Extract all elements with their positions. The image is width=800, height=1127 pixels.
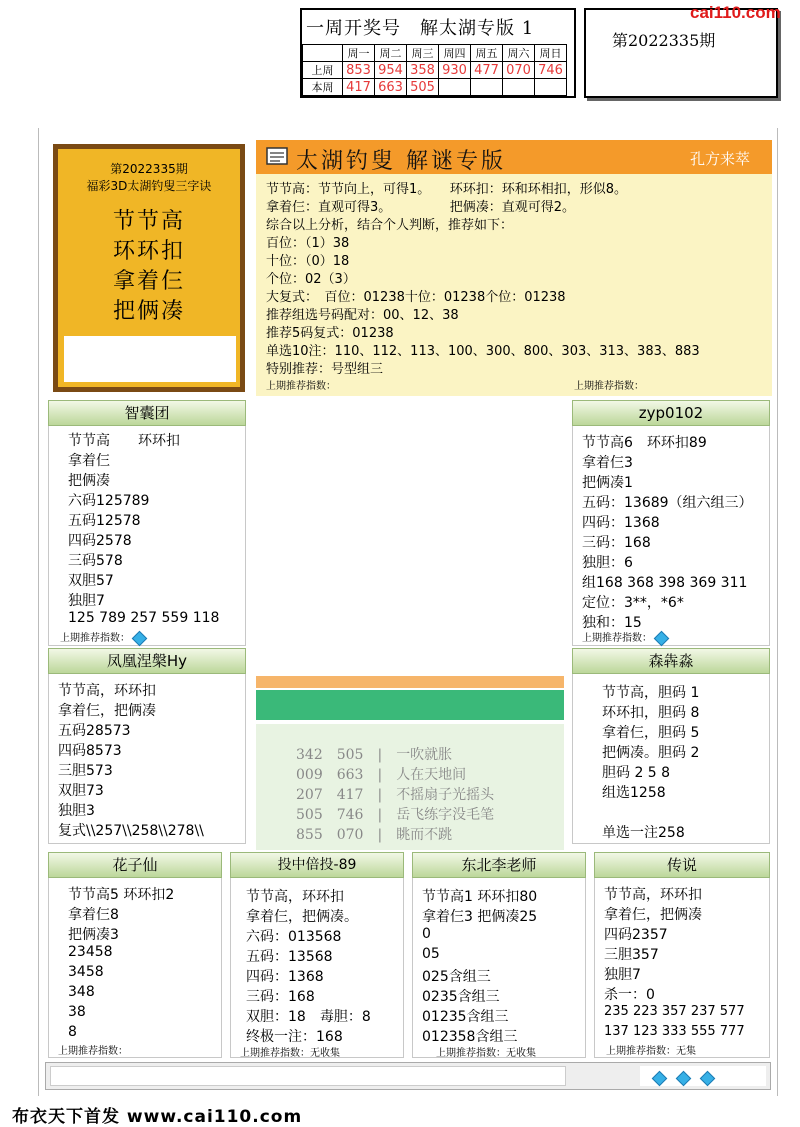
diamond-icon — [700, 1071, 716, 1087]
riddle-row-b: 070 — [336, 827, 364, 843]
panel-footer-label: 上期推荐指数： — [60, 633, 130, 644]
pick-line: 拿着仨3 — [582, 455, 633, 471]
diamond-icon — [132, 630, 148, 646]
touzhong-title: 投中倍投-89 — [230, 852, 404, 878]
panel-footer-label: 上期推荐指数： — [582, 633, 652, 644]
pick-line: 三码：168 — [246, 989, 315, 1005]
riddle-row-a: 009 — [296, 767, 323, 783]
diamond-icon — [676, 1071, 692, 1087]
day-header: 周一 — [343, 45, 375, 62]
riddle-row-a: 207 — [296, 787, 323, 803]
draw-number: 853 — [343, 62, 375, 79]
sen-title: 森犇淼 — [572, 648, 770, 674]
riddle-row-text: 一吹就胀 — [396, 747, 453, 763]
pick-line: 拿着仨，把俩凑 — [58, 703, 156, 719]
pick-line: 四码：1368 — [246, 969, 324, 985]
yellow-panel-blank — [64, 336, 236, 382]
pick-line: 3458 — [68, 964, 104, 980]
pick-line: 环环扣，胆码 8 — [602, 705, 700, 721]
riddle-row-text: 眺而不跳 — [396, 827, 453, 843]
analysis-line: 拿着仨：直观可得3。 把俩凑：直观可得2。 — [266, 200, 576, 215]
riddle-row-b: 746 — [336, 807, 364, 823]
issue-number: 第2022335期 — [612, 31, 716, 50]
day-header: 周六 — [503, 45, 535, 62]
pick-line: 独胆7 — [68, 593, 105, 609]
riddle-row: 855 070 | 眺而不跳 — [296, 827, 453, 843]
zyp-title: zyp0102 — [572, 400, 770, 426]
pick-line: 定位：3**，*6* — [582, 595, 684, 611]
pick-line: 组168 368 398 369 311 — [582, 575, 748, 591]
middle-orange-strip — [256, 676, 564, 688]
row-label: 上周 — [303, 62, 343, 79]
dongbei-title: 东北李老师 — [412, 852, 586, 878]
pick-line: 235 223 357 237 577 — [604, 1004, 745, 1019]
center-author: 孔方来萃 — [690, 150, 751, 168]
riddle-row: 505 746 | 岳飞练字没毛笔 — [296, 807, 495, 823]
day-header: 周三 — [407, 45, 439, 62]
pick-line: 组选1258 — [602, 785, 666, 801]
pick-line: 胆码 2 5 8 — [602, 765, 671, 781]
pick-line: 四码2357 — [604, 927, 668, 943]
draw-number: 746 — [535, 62, 567, 79]
table-row — [303, 79, 567, 96]
pick-line: 四码：1368 — [582, 515, 660, 531]
pick-line: 双胆：18 毒胆：8 — [246, 1009, 371, 1025]
pick-line: 四码2578 — [68, 533, 132, 549]
draw-number — [439, 79, 471, 96]
pick-line: 五码28573 — [58, 723, 131, 739]
day-header: 周五 — [471, 45, 503, 62]
panel-footer: 上期推荐指数：无收集 — [240, 1048, 340, 1059]
scroll-icon — [264, 144, 290, 168]
pick-line: 节节高 环环扣 — [68, 433, 180, 449]
pick-line: 独和：15 — [582, 615, 642, 631]
fenghuang-title: 凤凰涅槃Hy — [48, 648, 246, 674]
riddle-line: 节节高 — [112, 209, 185, 234]
pick-line: 四码8573 — [58, 743, 122, 759]
draw-number: 477 — [471, 62, 503, 79]
pick-line: 8 — [68, 1024, 77, 1040]
pick-line: 拿着仨，胆码 5 — [602, 725, 700, 741]
pick-line: 拿着仨，把俩凑 — [604, 907, 702, 923]
draw-number — [503, 79, 535, 96]
pick-line: 拿着仨 — [68, 453, 110, 469]
pick-line: 五码：13568 — [246, 949, 333, 965]
pick-line: 把俩凑。胆码 2 — [602, 745, 700, 761]
analysis-line: 特别推荐：号型组三 — [266, 362, 384, 377]
pick-line: 独胆3 — [58, 803, 95, 819]
bottom-bar-blank — [50, 1066, 566, 1086]
riddle-line: 拿着仨 — [112, 269, 185, 294]
pick-line: 节节高，胆码 1 — [602, 685, 700, 701]
draw-number: 663 — [375, 79, 407, 96]
analysis-line: 个位：02（3） — [266, 272, 356, 287]
weekly-draw-title: 一周开奖号 解太湖专版 1 — [306, 18, 535, 39]
riddle-row-text: 不摇扇子光摇头 — [396, 787, 495, 803]
riddle-row-b: 505 — [336, 747, 364, 763]
analysis-line: 推荐5码复式：01238 — [266, 326, 394, 341]
diamond-icon — [652, 1071, 668, 1087]
pick-line: 拿着仨，把俩凑。 — [246, 909, 358, 925]
analysis-line: 推荐组选号码配对：00、12、38 — [266, 308, 459, 323]
pick-line: 六码：013568 — [246, 929, 342, 945]
analysis-line: 十位：（0）18 — [266, 254, 350, 269]
pick-line: 拿着仨3 把俩凑25 — [422, 909, 538, 925]
table-header-row — [303, 45, 567, 62]
draw-number: 930 — [439, 62, 471, 79]
panel-footer — [582, 629, 667, 644]
panel-footer: 上期推荐指数：无集 — [606, 1046, 696, 1057]
riddle-row: 009 663 | 人在天地间 — [296, 767, 467, 783]
pick-line: 125 789 257 559 118 — [68, 610, 220, 626]
draw-number: 954 — [375, 62, 407, 79]
analysis-line: 百位：（1）38 — [266, 236, 350, 251]
draw-number: 505 — [407, 79, 439, 96]
analysis-line: 大复式： 百位：01238十位：01238个位：01238 — [266, 290, 566, 305]
riddle-row-a: 505 — [296, 807, 323, 823]
rating-box — [640, 1066, 766, 1086]
pick-line: 三胆357 — [604, 947, 659, 963]
panel-footer — [60, 629, 145, 644]
table-row — [303, 62, 567, 79]
center-footer-left: 上期推荐指数： — [266, 381, 336, 392]
pick-line: 终极一注：168 — [246, 1029, 343, 1045]
panel-footer: 上期推荐指数：无收集 — [436, 1048, 536, 1059]
pick-line: 杀一：0 — [604, 987, 655, 1003]
day-header: 周四 — [439, 45, 471, 62]
day-header: 周二 — [375, 45, 407, 62]
pick-line: 双胆73 — [58, 783, 104, 799]
analysis-line: 单选10注：110、112、113、100、300、800、303、313、383、883 — [266, 344, 700, 359]
diamond-icon — [654, 630, 670, 646]
pick-line: 348 — [68, 984, 95, 1000]
draw-number: 417 — [343, 79, 375, 96]
pick-line: 三码578 — [68, 553, 123, 569]
riddle-row-text: 人在天地间 — [396, 767, 467, 783]
pick-line: 单选一注258 — [602, 825, 685, 841]
pick-line: 025含组三 — [422, 969, 491, 985]
pick-line: 把俩凑 — [68, 473, 110, 489]
pick-line: 独胆7 — [604, 967, 641, 983]
pick-line: 05 — [422, 946, 440, 962]
chuanshuo-title: 传说 — [594, 852, 770, 878]
pick-line: 节节高，环环扣 — [58, 683, 156, 699]
riddle-line: 环环扣 — [112, 239, 185, 264]
analysis-line: 节节高：节节向上，可得1。 环环扣：环和环相扣，形似8。 — [266, 182, 628, 197]
pick-line: 五码：13689（组六组三） — [582, 495, 753, 511]
huazixian-title: 花子仙 — [48, 852, 222, 878]
riddle-line: 把俩凑 — [112, 299, 185, 324]
riddle-row: 207 417 | 不摇扇子光摇头 — [296, 787, 495, 803]
yellow-panel-issue: 第2022335期 — [110, 162, 188, 176]
pick-line: 23458 — [68, 944, 113, 960]
yellow-panel-subtitle: 福彩3D太湖钓叟三字诀 — [86, 179, 212, 193]
riddle-row-a: 855 — [296, 827, 323, 843]
riddle-row: 342 505 | 一吹就胀 — [296, 747, 453, 763]
pick-line: 双胆57 — [68, 573, 114, 589]
analysis-line: 综合以上分析，结合个人判断，推荐如下： — [266, 218, 514, 233]
footer-text: 布衣天下首发 www.cai110.com — [12, 1107, 303, 1127]
pick-line: 三胆573 — [58, 763, 113, 779]
pick-line: 137 123 333 555 777 — [604, 1024, 745, 1039]
pick-line: 节节高，环环扣 — [604, 887, 702, 903]
zhinang-title: 智囊团 — [48, 400, 246, 426]
pick-line: 节节高5 环环扣2 — [68, 887, 175, 903]
pick-line: 012358含组三 — [422, 1029, 518, 1045]
panel-footer: 上期推荐指数： — [58, 1046, 128, 1057]
weekly-draw-table — [302, 44, 567, 96]
pick-line: 六码125789 — [68, 493, 150, 509]
middle-green-bar — [256, 690, 564, 720]
center-footer-right: 上期推荐指数： — [574, 381, 644, 392]
pick-line: 把俩凑1 — [582, 475, 633, 491]
pick-line: 节节高6 环环扣89 — [582, 435, 707, 451]
brand-logo[interactable]: cai110.com — [690, 3, 781, 22]
pick-line: 0235含组三 — [422, 989, 500, 1005]
row-label: 本周 — [303, 79, 343, 96]
draw-number — [535, 79, 567, 96]
pick-line: 38 — [68, 1004, 86, 1020]
draw-number: 070 — [503, 62, 535, 79]
pick-line: 01235含组三 — [422, 1009, 509, 1025]
riddle-row-a: 342 — [296, 747, 323, 763]
riddle-row-b: 663 — [336, 767, 364, 783]
pick-line: 节节高1 环环扣80 — [422, 889, 538, 905]
pick-line: 三码：168 — [582, 535, 651, 551]
draw-number — [471, 79, 503, 96]
pick-line: 0 — [422, 926, 431, 942]
pick-line: 独胆：6 — [582, 555, 633, 571]
center-title: 太湖钓叟 解谜专版 — [296, 149, 506, 174]
pick-line: 节节高，环环扣 — [246, 889, 344, 905]
pick-line: 五码12578 — [68, 513, 141, 529]
riddle-row-b: 417 — [336, 787, 364, 803]
pick-line: 复式\\257\\258\\278\\ — [58, 823, 204, 839]
draw-number: 358 — [407, 62, 439, 79]
day-header: 周日 — [535, 45, 567, 62]
riddle-row-text: 岳飞练字没毛笔 — [396, 807, 495, 823]
pick-line: 拿着仨8 — [68, 907, 119, 923]
pick-line: 把俩凑3 — [68, 927, 119, 943]
